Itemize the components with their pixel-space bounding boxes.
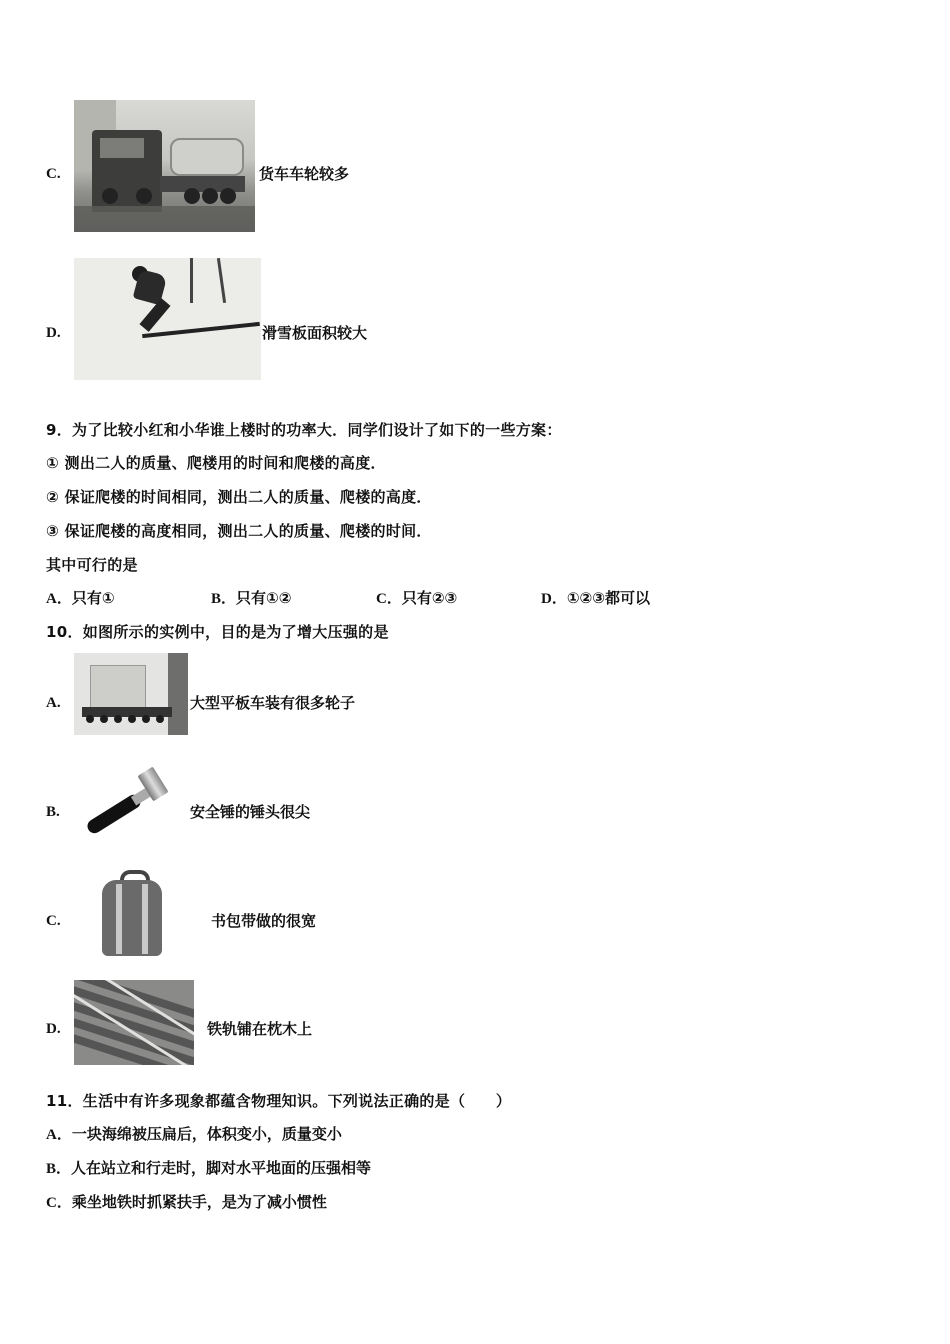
railway-photo — [74, 980, 194, 1065]
safety-hammer-photo — [80, 765, 175, 843]
q9-prompt: 其中可行的是 — [46, 556, 138, 574]
q9-stem: 9．为了比较小红和小华谁上楼时的功率大．同学们设计了如下的一些方案： — [46, 421, 562, 439]
q10-stem: 10．如图所示的实例中，目的是为了增大压强的是 — [46, 623, 389, 641]
q9-choice-b[interactable]: B．只有①② — [211, 589, 292, 607]
q11-stem: 11．生活中有许多现象都蕴含物理知识。下列说法正确的是（ ） — [46, 1092, 512, 1110]
q11-choice-c[interactable]: C．乘坐地铁时抓紧扶手，是为了减小惯性 — [46, 1193, 327, 1211]
q10-option-a-label: A. — [46, 695, 61, 711]
q8-option-c-label: C. — [46, 166, 61, 182]
q9-choice-d[interactable]: D．①②③都可以 — [541, 589, 650, 607]
q10-option-d-caption: 铁轨铺在枕木上 — [207, 1020, 313, 1038]
q10-option-b-label: B. — [46, 804, 60, 820]
flatbed-truck-photo — [74, 653, 188, 735]
skier-photo — [74, 258, 261, 380]
q11-choice-a[interactable]: A．一块海绵被压扁后，体积变小，质量变小 — [46, 1125, 342, 1143]
q10-option-c-caption: 书包带做的很宽 — [211, 912, 317, 930]
q11-choice-b[interactable]: B．人在站立和行走时，脚对水平地面的压强相等 — [46, 1159, 372, 1177]
q8-option-c-caption: 货车车轮较多 — [259, 165, 350, 183]
q8-option-d-label: D. — [46, 325, 61, 341]
backpack-photo — [92, 870, 174, 958]
q10-option-c-label: C. — [46, 913, 61, 929]
q9-plan-1: ① 测出二人的质量、爬楼用的时间和爬楼的高度． — [46, 454, 386, 472]
q9-plan-2: ② 保证爬楼的时间相同，测出二人的质量、爬楼的高度． — [46, 488, 432, 506]
q9-choice-c[interactable]: C．只有②③ — [376, 589, 458, 607]
truck-photo — [74, 100, 255, 232]
q10-option-d-label: D. — [46, 1021, 61, 1037]
q8-option-d-caption: 滑雪板面积较大 — [262, 324, 368, 342]
q9-choice-a[interactable]: A．只有① — [46, 589, 115, 607]
q9-plan-3: ③ 保证爬楼的高度相同，测出二人的质量、爬楼的时间． — [46, 522, 432, 540]
q10-option-b-caption: 安全锤的锤头很尖 — [190, 803, 311, 821]
q10-option-a-caption: 大型平板车装有很多轮子 — [190, 694, 356, 712]
